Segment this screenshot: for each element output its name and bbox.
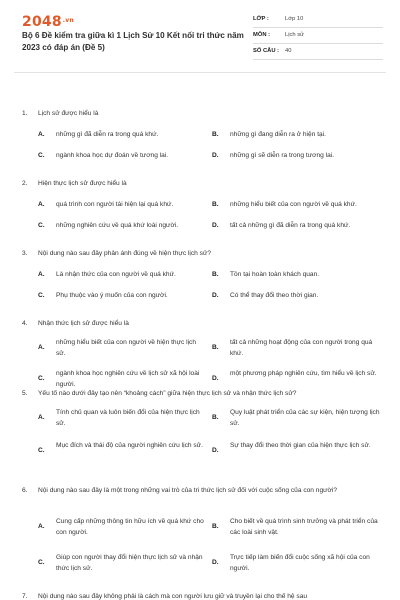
meta-value: 40 [285, 48, 292, 54]
question-text [22, 388, 382, 399]
question-number: 6. [22, 487, 28, 494]
document-meta [253, 12, 383, 60]
question-7 [22, 591, 382, 600]
option-text: Có thể thay đổi theo thời gian. [230, 292, 319, 299]
question-stem: Nội dung nào sau đây là một trong những vai trò của tri thức lịch sử đối với cuộc sống của con người? [38, 487, 338, 494]
meta-key: MÔN : [253, 32, 271, 38]
option-text: ngành khoa học dự đoán về tương lai. [56, 152, 169, 159]
question-number: 3. [22, 250, 28, 257]
option-text: Là nhận thức của con người về quá khứ. [56, 271, 176, 278]
logo-text: 2048 [22, 14, 62, 30]
option-text: Sự thay đổi theo thời gian của hiện thực lịch sử. [230, 442, 371, 449]
question-4 [22, 318, 382, 388]
option-text: những gì đang diễn ra ở hiện tại. [230, 131, 326, 138]
option-text: quá trình con người tái hiện lại quá khứ. [56, 201, 174, 208]
question-text [22, 318, 382, 329]
option-text: những gì đã diễn ra trong quá khứ. [56, 131, 159, 138]
option-letter: B. [212, 414, 219, 421]
option-letter: B. [212, 271, 219, 278]
option-letter: C. [38, 559, 45, 566]
option-text: một phương pháp nghiên cứu, tìm hiểu về lịch sử. [230, 370, 377, 377]
option-letter: C. [38, 152, 45, 159]
option-text: Cung cấp những thông tin hữu ích về quá khứ cho con người. [56, 518, 204, 536]
option-letter: C. [38, 375, 45, 382]
question-3 [22, 248, 382, 299]
question-text [22, 485, 382, 496]
option-letter: D. [212, 292, 219, 299]
header-divider [14, 72, 386, 73]
question-stem: Hiện thực lịch sử được hiểu là [38, 180, 127, 187]
option-letter: D. [212, 375, 219, 382]
document-header [0, 0, 400, 68]
meta-row-class [253, 12, 383, 28]
question-number: 4. [22, 320, 28, 327]
question-2 [22, 178, 382, 229]
option-letter: C. [38, 222, 45, 229]
question-number: 7. [22, 593, 28, 600]
question-text [22, 178, 382, 189]
option-text: Tính chủ quan và luôn biến đổi của hiện thực lịch sử. [56, 409, 200, 427]
question-6 [22, 485, 382, 572]
option-text: Tồn tại hoàn toàn khách quan. [230, 271, 320, 278]
option-letter: D. [212, 222, 219, 229]
question-1 [22, 108, 382, 159]
option-text: Mục đích và thái độ của người nghiên cứu lịch sử. [56, 442, 203, 449]
document-title: Bộ 6 Đề kiểm tra giữa kì 1 Lịch Sử 10 Kết nối tri thức năm 2023 có đáp án (Đề 5) [22, 31, 244, 52]
meta-row-question-count [253, 44, 383, 60]
option-letter: D. [212, 559, 219, 566]
site-logo[interactable] [22, 14, 74, 30]
question-stem: Nội dung nào sau đây phản ánh đúng về hiện thực lịch sử? [38, 250, 212, 257]
option-text: Quy luật phát triển của các sự kiện, hiện tượng lịch sử. [230, 409, 380, 427]
option-letter: D. [212, 447, 219, 454]
meta-key: SỐ CÂU : [253, 48, 280, 54]
meta-key: LỚP : [253, 16, 269, 22]
question-stem: Yếu tố nào dưới đây tạo nên “khoảng cách” giữa hiện thực lịch sử và nhận thức lịch sử? [38, 390, 297, 397]
option-letter: D. [212, 152, 219, 159]
option-letter: B. [212, 344, 219, 351]
option-text: tất cả những hoạt động của con người trong quá khứ. [230, 339, 373, 357]
meta-value: Lịch sử [285, 32, 305, 38]
option-text: ngành khoa học nghiên cứu về lịch sử xã hội loài người. [56, 370, 200, 388]
option-letter: B. [212, 131, 219, 138]
option-text: những gì sẽ diễn ra trong tương lai. [230, 152, 335, 159]
question-number: 5. [22, 390, 28, 397]
question-5 [22, 388, 382, 454]
option-text: Cho biết về quá trình sinh trưởng và phát triển của các loài sinh vật. [230, 518, 378, 536]
question-stem: Nhận thức lịch sử được hiểu là [38, 320, 129, 327]
logo-domain: .vn [62, 17, 74, 24]
option-text: tất cả những gì đã diễn ra trong quá khứ. [230, 222, 351, 229]
option-text: Giúp con người thay đổi hiện thực lịch sử và nhận thức lịch sử. [56, 554, 203, 572]
option-letter: C. [38, 447, 45, 454]
question-text [22, 248, 382, 259]
option-text: những hiểu biết của con người về quá khứ. [230, 201, 357, 208]
option-text: Trực tiếp làm biến đổi cuộc sống xã hội của con người. [230, 554, 370, 572]
option-letter: A. [38, 344, 45, 351]
option-letter: B. [212, 201, 219, 208]
option-letter: C. [38, 292, 45, 299]
question-stem: Nội dung nào sau đây không phải là cách mà con người lưu giữ và truyền lại cho thế hệ sau [38, 593, 308, 600]
option-text: những nghiên cứu về quá khứ loài người. [56, 222, 179, 229]
option-letter: A. [38, 201, 45, 208]
meta-row-subject [253, 28, 383, 44]
option-text: Phụ thuộc vào ý muốn của con người. [56, 292, 168, 299]
question-text [22, 591, 382, 600]
question-number: 1. [22, 110, 28, 117]
option-letter: B. [212, 523, 219, 530]
option-letter: A. [38, 271, 45, 278]
question-number: 2. [22, 180, 28, 187]
question-stem: Lịch sử được hiểu là [38, 110, 99, 117]
question-text [22, 108, 382, 119]
option-text: những hiểu biết của con người về hiện thực lịch sử. [56, 339, 197, 357]
option-letter: A. [38, 414, 45, 421]
meta-value: Lớp 10 [285, 16, 304, 22]
option-letter: A. [38, 523, 45, 530]
option-letter: A. [38, 131, 45, 138]
